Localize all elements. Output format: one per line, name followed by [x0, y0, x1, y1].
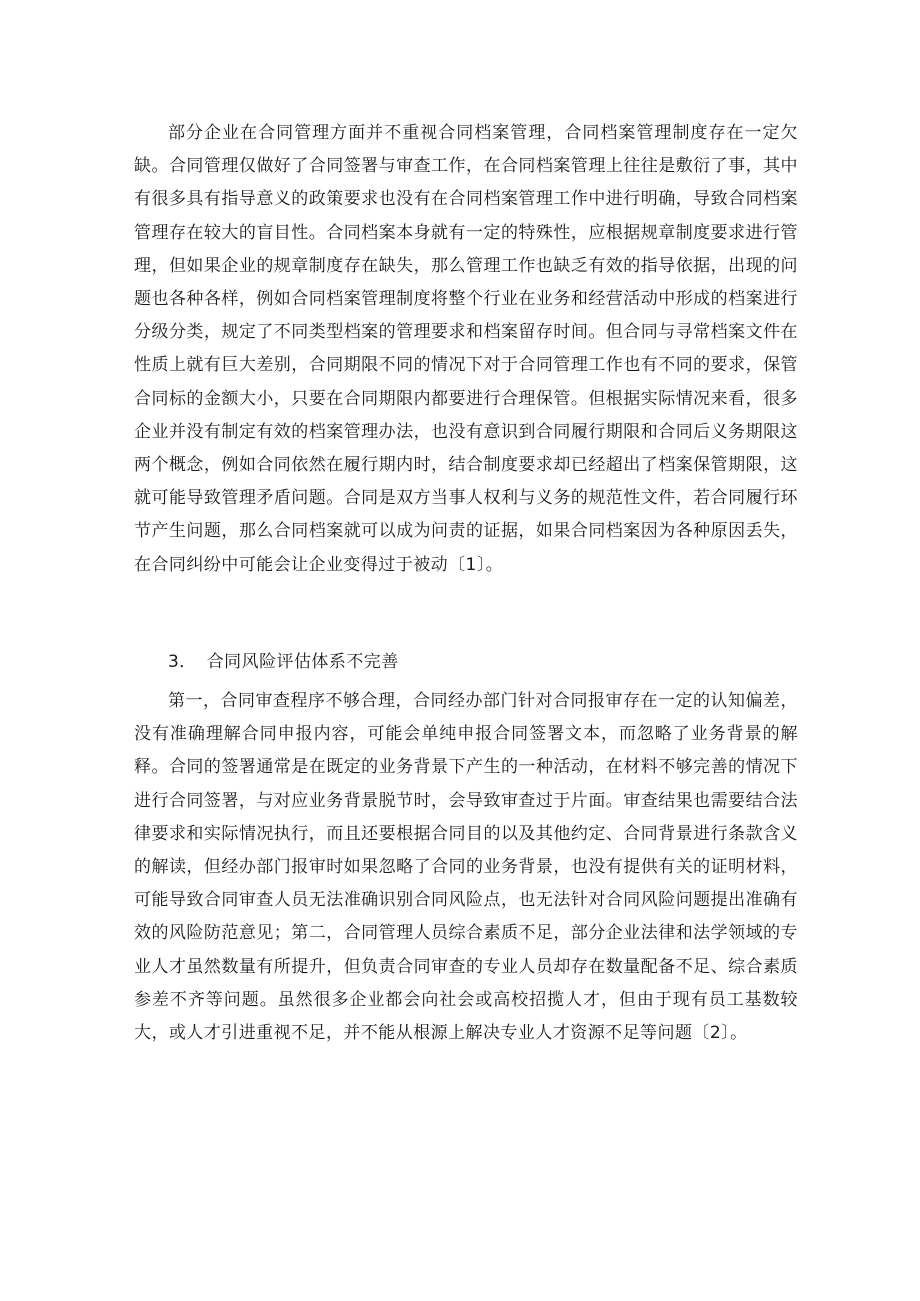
body-paragraph-risk-assessment: 第一，合同审查程序不够合理，合同经办部门针对合同报审存在一定的认知偏差，没有准确理解合同申报内容，可能会单纯申报合同签署文本，而忽略了业务背景的解释。合同的签署通常是在既定的业务背景下产生的一种活动，在材料不够完善的情况下进行合同签署，与对应业务背景脱节时，会导致审查过于片面。审查结果也需要结合法律要求和实际情况执行，而且还要根据合同目的以及其他约定、合同背景进行条款含义的解读，但经办部门报审时如果忽略了合同的业务背景，也没有提供有关的证明材料，可能导致合同审查人员无法准确识别合同风险点，也无法针对合同风险问题提出准确有效的风险防范意见；第二，合同管理人员综合素质不足，部分企业法律和法学领域的专业人才虽然数量有所提升，但负责合同审查的专业人员却存在数量配备不足、综合素质参差不齐等问题。虽然很多企业都会向社会或高校招揽人才，但由于现有员工基数较大，或人才引进重视不足，并不能从根源上解决专业人才资源不足等问题〔2〕。: [134, 691, 798, 1044]
section-title: 合同风险评估体系不完善: [206, 652, 399, 672]
body-paragraph-contract-archive: 部分企业在合同管理方面并不重视合同档案管理，合同档案管理制度存在一定欠缺。合同管理仅做好了合同签署与审查工作，在合同档案管理上往往是敷衍了事，其中有很多具有指导意义的政策要求也没有在合同档案管理工作中进行明确，导致合同档案管理存在较大的盲目性。合同档案本身就有一定的特殊性，应根据规章制度要求进行管理，但如果企业的规章制度存在缺失，那么管理工作也缺乏有效的指导依据，出现的问题也各种各样，例如合同档案管理制度将整个行业在业务和经营活动中形成的档案进行分级分类，规定了不同类型档案的管理要求和档案留存时间。但合同与寻常档案文件在性质上就有巨大差别，合同期限不同的情况下对于合同管理工作也有不同的要求，保管合同标的金额大小，只要在合同期限内都要进行合理保管。但根据实际情况来看，很多企业并没有制定有效的档案管理办法，也没有意识到合同履行期限和合同后义务期限这两个概念，例如合同依然在履行期内时，结合制度要求却已经超出了档案保管期限，这就可能导致管理矛盾问题。合同是双方当事人权利与义务的规范性文件，若合同履行环节产生问题，那么合同档案就可以成为问责的证据，如果合同档案因为各种原因丢失，在合同纠纷中可能会让企业变得过于被动〔1〕。: [134, 123, 798, 575]
section-heading: [168, 652, 399, 672]
section-number: 3．: [168, 652, 197, 672]
